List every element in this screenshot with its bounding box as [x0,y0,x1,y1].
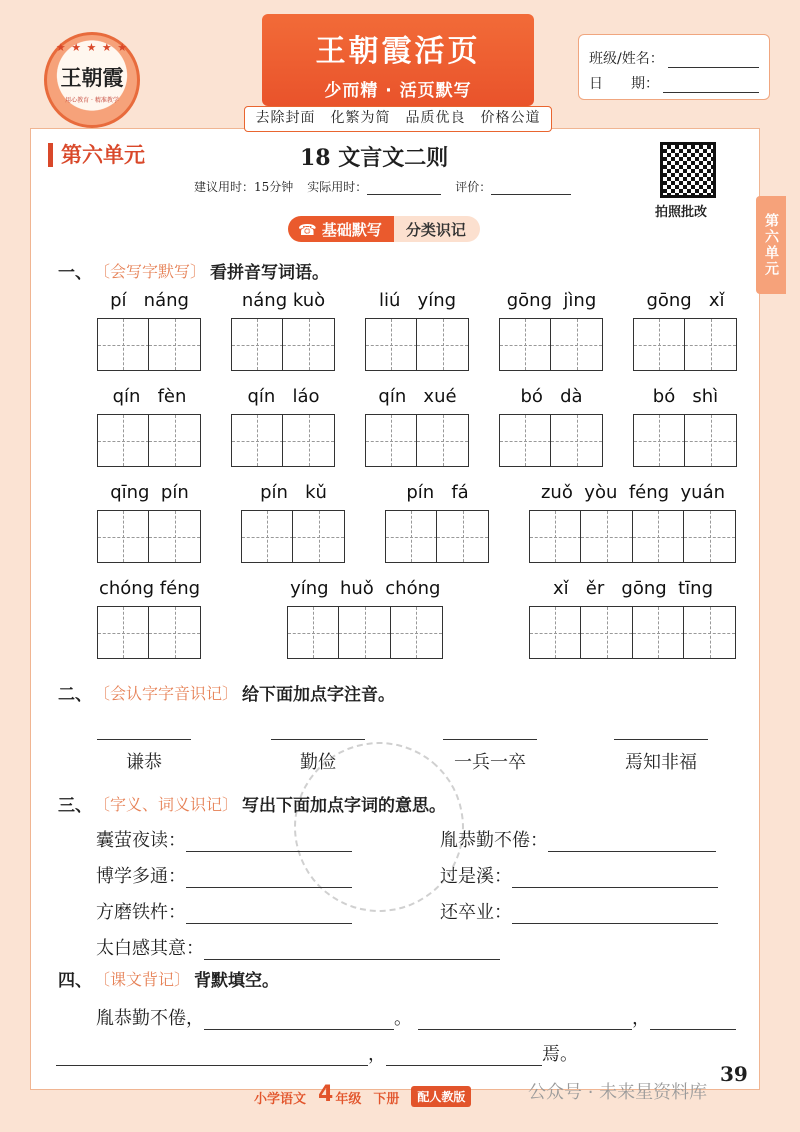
meaning-line[interactable]: 胤恭勤不倦： [440,826,716,852]
date-label: 日 期： [589,76,659,92]
lesson-title: 18 文言文二则 [300,145,449,171]
grid-cell[interactable] [231,318,284,371]
recite-line-1[interactable]: 胤恭勤不倦， 。 ， [96,1004,736,1030]
page-number: 39 [720,1062,748,1086]
recite-line-2[interactable]: ， 焉。 [56,1040,578,1066]
pinyin-text: qín fèn [112,386,187,407]
pinyin-item[interactable] [634,290,737,371]
unit-label: 第六单元 [48,143,145,167]
side-unit-tab: 第六单元 [756,196,786,294]
pinyin-text: bó dà [520,386,583,407]
pinyin-text: pín fá [406,482,469,503]
pinyin-text: chóng féng [98,578,201,599]
writing-grid[interactable] [98,414,201,467]
pinyin-item[interactable] [232,386,335,467]
suggested-time: 建议用时：15分钟 [194,180,294,194]
meaning-line[interactable]: 博学多通： [96,862,352,888]
grid-cell[interactable] [529,510,582,563]
writing-grid[interactable] [232,318,335,371]
annot-item[interactable]: 勤俭 [270,718,366,774]
writing-grid[interactable] [386,510,489,563]
grid-cell[interactable] [148,606,201,659]
pinyin-item[interactable] [500,386,603,467]
meaning-line[interactable]: 太白感其意： [96,934,500,960]
grid-cell[interactable] [632,510,685,563]
grid-cell[interactable] [633,318,686,371]
grid-cell[interactable] [241,510,294,563]
pinyin-item[interactable] [242,482,345,563]
grid-cell[interactable] [683,606,736,659]
grid-cell[interactable] [97,414,150,467]
brand-title: 王朝霞活页 [315,34,481,69]
annot-item[interactable]: 谦恭 [96,718,192,774]
brand-banner [262,14,534,106]
grid-cell[interactable] [338,606,391,659]
pinyin-item[interactable] [98,290,201,371]
grid-cell[interactable] [684,318,737,371]
actual-time-label: 实际用时： [307,180,368,194]
writing-grid[interactable] [634,414,737,467]
annot-item[interactable]: 焉知非福 [606,718,716,774]
writing-grid[interactable] [232,414,335,467]
footer: 小学语文 4 年级 下册 配人教版 [254,1082,471,1107]
writing-grid[interactable] [530,606,736,659]
pinyin-text: qín xué [378,386,457,407]
grid-cell[interactable] [550,414,603,467]
writing-grid[interactable] [242,510,345,563]
pinyin-text: yíng huǒ chóng [290,578,441,599]
grid-cell[interactable] [365,414,418,467]
grid-cell[interactable] [633,414,686,467]
pinyin-item[interactable] [98,482,201,563]
grid-cell[interactable] [684,414,737,467]
pinyin-text: liú yíng [378,290,457,311]
qr-code-icon[interactable] [660,142,716,198]
grid-cell[interactable] [529,606,582,659]
writing-grid[interactable] [98,510,201,563]
actual-time-field[interactable] [367,183,441,195]
pinyin-item[interactable] [530,482,736,563]
grid-cell[interactable] [499,414,552,467]
grid-cell[interactable] [390,606,443,659]
grid-cell[interactable] [580,510,633,563]
grid-cell[interactable] [632,606,685,659]
pinyin-item[interactable] [232,290,335,371]
grid-cell[interactable] [683,510,736,563]
meaning-line[interactable]: 还卒业： [440,898,718,924]
writing-grid[interactable] [288,606,443,659]
grid-cell[interactable] [97,606,150,659]
bell-icon: ☎ [298,221,322,239]
pinyin-text: zuǒ yòu féng yuán [540,482,726,503]
pinyin-text: pí náng [110,290,189,311]
grid-cell[interactable] [148,318,201,371]
pinyin-text: gōng jìng [506,290,597,311]
grid-cell[interactable] [416,318,469,371]
grid-cell[interactable] [287,606,340,659]
time-row [194,178,571,195]
grid-cell[interactable] [97,318,150,371]
pinyin-text: gōng xǐ [646,290,725,311]
grid-cell[interactable] [580,606,633,659]
grid-cell[interactable] [97,510,150,563]
meaning-line[interactable]: 囊萤夜读： [96,826,352,852]
writing-grid[interactable] [98,318,201,371]
annot-item[interactable]: 一兵一卒 [430,718,550,774]
pinyin-text: xǐ ěr gōng tīng [552,578,714,599]
class-name-label: 班级/姓名： [589,51,664,67]
grid-cell[interactable] [148,414,201,467]
star-icon: ★ ★ ★ ★ ★ [55,41,129,54]
brand-logo [44,32,140,128]
pinyin-item[interactable] [366,290,469,371]
grid-cell[interactable] [282,414,335,467]
evaluation-label: 评价： [455,180,492,194]
writing-grid[interactable] [634,318,737,371]
pinyin-text: qín láo [247,386,320,407]
pinyin-item[interactable] [500,290,603,371]
q4-heading: 四、 〔课文背记〕 背默填空。 [58,970,280,991]
pinyin-text: bó shì [652,386,719,407]
section-pill-secondary: 分类识记 [394,216,480,242]
logo-name: 王朝霞 [60,65,124,90]
pinyin-item[interactable] [288,578,443,659]
grid-cell[interactable] [550,318,603,371]
pinyin-text: qīng pín [110,482,189,503]
grid-cell[interactable] [292,510,345,563]
meaning-line[interactable]: 过是溪： [440,862,718,888]
q1-heading: 一、 〔会写字默写〕 看拼音写词语。 [58,262,330,283]
writing-grid[interactable] [500,318,603,371]
pinyin-item[interactable] [366,386,469,467]
writing-grid[interactable] [366,318,469,371]
class-name-field[interactable] [668,54,759,68]
pinyin-item[interactable] [98,386,201,467]
grid-cell[interactable] [385,510,438,563]
writing-grid[interactable] [500,414,603,467]
writing-grid[interactable] [530,510,736,563]
grid-cell[interactable] [148,510,201,563]
section-pill [288,216,480,242]
pinyin-item[interactable] [98,578,201,659]
evaluation-field[interactable] [491,183,571,195]
logo-tag: 用心教育 · 精准教学 [65,97,119,104]
pinyin-item[interactable] [386,482,489,563]
grid-cell[interactable] [436,510,489,563]
watermark-text: 公众号 · 未来星资料库 [528,1082,708,1103]
grid-cell[interactable] [365,318,418,371]
qr-caption: 拍照批改 [655,205,708,220]
pinyin-item[interactable] [530,578,736,659]
pinyin-text: náng kuò [241,290,326,311]
meaning-line[interactable]: 方磨铁杵： [96,898,352,924]
grid-cell[interactable] [499,318,552,371]
writing-grid[interactable] [366,414,469,467]
grid-cell[interactable] [282,318,335,371]
q3-heading: 三、 〔字义、词义识记〕 写出下面加点字词的意思。 [58,795,447,816]
q2-heading: 二、 〔会认字字音识记〕 给下面加点字注音。 [58,684,396,705]
brand-subtitle: 少而精 · 活页默写 [324,81,472,101]
grid-cell[interactable] [416,414,469,467]
slogan: 去除封面 化繁为简 品质优良 价格公道 [244,106,552,132]
student-info-box [578,34,770,100]
section-pill-primary: ☎ 基础默写 [288,216,394,242]
pinyin-item[interactable] [634,386,737,467]
writing-grid[interactable] [98,606,201,659]
date-field[interactable] [663,79,759,93]
pinyin-text: pín kǔ [260,482,327,503]
grid-cell[interactable] [231,414,284,467]
